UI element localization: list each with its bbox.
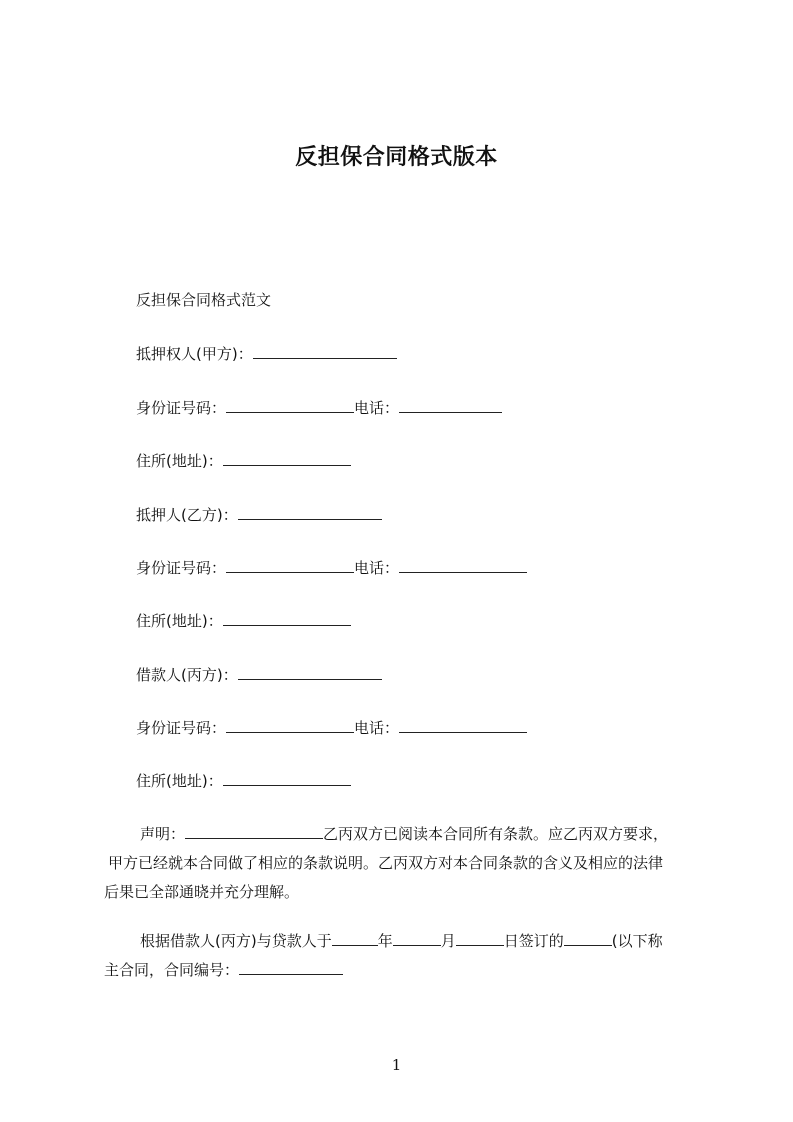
statement-label: 声明：	[140, 825, 186, 843]
id-a-blank[interactable]	[226, 397, 354, 413]
statement-blank[interactable]	[185, 823, 323, 839]
contract-number-blank[interactable]	[239, 959, 343, 975]
party-a-blank[interactable]	[253, 343, 397, 359]
phone-c-label: 电话：	[354, 719, 400, 737]
addr-c-blank[interactable]	[223, 770, 351, 786]
statement-line-2: 甲方已经就本合同做了相应的条款说明。乙丙双方对本合同条款的含义及相应的法律	[108, 854, 664, 872]
statement-line-1	[104, 820, 704, 849]
id-c-row	[136, 717, 527, 738]
basis-paragraph	[104, 927, 704, 985]
addr-c-label: 住所(地址)：	[136, 772, 223, 790]
party-c-row	[136, 664, 382, 685]
basis-pre: 根据借款人(丙方)与贷款人于	[140, 932, 332, 950]
phone-a-label: 电话：	[354, 399, 400, 417]
day-blank[interactable]	[456, 930, 504, 946]
page-number: 1	[391, 1056, 402, 1074]
party-b-row	[136, 504, 382, 525]
id-b-blank[interactable]	[226, 557, 354, 573]
id-a-label: 身份证号码：	[136, 399, 227, 417]
id-c-blank[interactable]	[226, 717, 354, 733]
phone-b-label: 电话：	[354, 559, 400, 577]
addr-c-row	[136, 770, 351, 791]
contract-number-label: 主合同，合同编号：	[104, 961, 240, 979]
document-subtitle: 反担保合同格式范文	[136, 291, 272, 309]
party-c-blank[interactable]	[238, 664, 382, 680]
basis-post: (以下称	[611, 932, 663, 950]
phone-b-blank[interactable]	[399, 557, 527, 573]
phone-a-blank[interactable]	[399, 397, 502, 413]
id-a-row	[136, 397, 502, 418]
addr-a-row	[136, 450, 351, 471]
party-c-label: 借款人(丙方)：	[136, 666, 238, 684]
party-b-blank[interactable]	[238, 504, 382, 520]
day-label: 日签订的	[503, 932, 564, 950]
month-label: 月	[440, 932, 456, 950]
statement-paragraph	[104, 820, 704, 907]
basis-line-2	[104, 956, 704, 985]
addr-a-label: 住所(地址)：	[136, 452, 223, 470]
month-blank[interactable]	[393, 930, 441, 946]
phone-c-blank[interactable]	[399, 717, 527, 733]
party-b-label: 抵押人(乙方)：	[136, 506, 238, 524]
addr-a-blank[interactable]	[223, 450, 351, 466]
id-b-row	[136, 557, 527, 578]
year-label: 年	[377, 932, 393, 950]
party-a-row	[136, 343, 397, 364]
contract-name-blank[interactable]	[564, 930, 612, 946]
id-b-label: 身份证号码：	[136, 559, 227, 577]
addr-b-label: 住所(地址)：	[136, 612, 223, 630]
party-a-label: 抵押权人(甲方)：	[136, 345, 253, 363]
year-blank[interactable]	[332, 930, 378, 946]
id-c-label: 身份证号码：	[136, 719, 227, 737]
addr-b-blank[interactable]	[223, 610, 351, 626]
statement-text: 乙丙双方已阅读本合同所有条款。应乙丙双方要求，	[323, 825, 669, 843]
statement-line-3: 后果已全部通晓并充分理解。	[104, 883, 300, 901]
document-title: 反担保合同格式版本	[295, 145, 498, 170]
basis-line-1	[104, 927, 704, 956]
addr-b-row	[136, 610, 351, 631]
